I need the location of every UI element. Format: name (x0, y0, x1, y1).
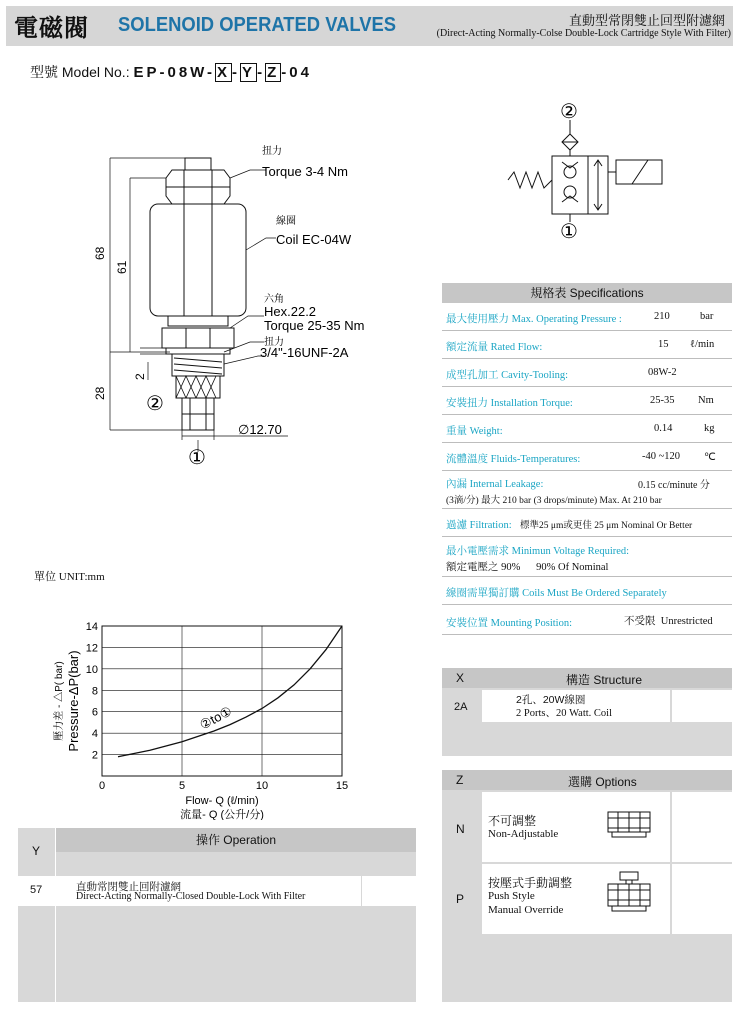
mounting-label: 安裝位置 Mounting Position: (446, 618, 573, 629)
structure-title: 構造 Structure (566, 673, 643, 687)
valve-drawing (80, 140, 420, 470)
model-prefix: EP-08W- (133, 64, 216, 81)
x-tick-label: 0 (98, 780, 106, 792)
spec-row-min-voltage (442, 537, 732, 577)
y-tick-label: 12 (85, 642, 98, 655)
spec-row (442, 415, 732, 443)
spec-value: 15 (658, 339, 669, 350)
non-adjustable-icon (604, 806, 654, 840)
option-code-p: P (456, 892, 465, 906)
coils-note: 線圈需單獨訂購 Coils Must Be Ordered Separately (446, 588, 667, 599)
spec-unit: ℃ (704, 452, 716, 463)
options-title: 選購 Options (568, 775, 637, 789)
structure-row-en: 2 Ports、20 Watt. Coil (516, 708, 612, 719)
plot-frame (102, 626, 342, 776)
spec-row-filtration (442, 509, 732, 537)
spec-table (442, 283, 732, 635)
model-z: Z (267, 64, 280, 81)
spec-value: -40 ~120 (642, 451, 681, 462)
spec-label: 重量 Weight: (446, 426, 503, 437)
structure-table (442, 668, 732, 756)
symbol-port1: ① (560, 221, 578, 240)
structure-row (482, 690, 670, 722)
option-code-n: N (456, 822, 465, 836)
subtitle-cn: 直動型常閉雙止回型附濾網 (568, 13, 725, 28)
spec-value: 08W-2 (648, 367, 677, 378)
leakage-value: 0.15 cc/minute 分 (638, 480, 710, 491)
y-axis-label: Pressure-ΔP(bar) (66, 650, 81, 752)
op-row (56, 876, 361, 906)
diameter-label: ∅12.70 (238, 422, 282, 437)
x-axis-label-cn: 流量- Q (公升/分) (180, 809, 264, 820)
spec-unit: ℓ/min (690, 339, 715, 350)
spec-row (442, 303, 732, 331)
model-suffix: -04 (281, 64, 312, 81)
op-row-cn: 直動常閉雙止回附濾網 (76, 881, 181, 893)
dim-2: 2 (133, 373, 147, 380)
series-line (118, 626, 342, 757)
hydraulic-symbol (500, 98, 680, 240)
options-z-header: Z (456, 773, 464, 787)
model-dash: - (257, 64, 266, 81)
port2-label: ② (146, 393, 164, 415)
option-p-en2: Manual Override (488, 904, 564, 916)
torque-cn-label: 扭力 (262, 146, 282, 157)
series-annotation: ②to① (197, 703, 235, 733)
coil-cn-label: 線圈 (276, 216, 296, 227)
leakage-line2: (3滴/分) 最大 210 bar (3 drops/minute) Max. At 210 bar (446, 496, 662, 506)
dim-61: 61 (115, 260, 129, 274)
structure-row-code: 2A (454, 701, 468, 713)
mounting-value: 不受限 Unrestricted (624, 616, 713, 627)
spec-row (442, 331, 732, 359)
option-n-en: Non-Adjustable (488, 828, 559, 840)
model-y: Y (242, 64, 256, 81)
min-voltage-value: 額定電壓之 90% 90% Of Nominal (446, 562, 609, 573)
op-title: 操作 Operation (56, 828, 416, 852)
filtration-label: 過濾 Filtration: (446, 520, 512, 531)
model-x: X (217, 64, 231, 81)
option-row-n (482, 792, 670, 862)
spec-row (442, 387, 732, 415)
spec-unit: Nm (698, 395, 714, 406)
coil-body (150, 204, 246, 316)
options-table (442, 770, 732, 1002)
y-tick-label: 2 (91, 749, 98, 762)
unit-label: 單位 UNIT:mm (34, 571, 105, 583)
top-knob (185, 158, 211, 170)
filtration-value: 標準25 μm或更佳 25 μm Nominal Or Better (520, 521, 693, 531)
spec-row (442, 359, 732, 387)
coil-label: Coil EC-04W (276, 232, 352, 247)
option-n-cn: 不可調整 (488, 814, 537, 828)
port1-label: ① (188, 447, 206, 469)
structure-row-cn: 2孔、20W線圈 (516, 694, 586, 706)
title-cn: 電磁閥 (14, 15, 89, 42)
symbol-port2: ② (560, 101, 578, 123)
filter-mesh (176, 376, 220, 398)
spec-row-leakage (442, 471, 732, 509)
dim-28: 28 (93, 386, 107, 400)
operation-table (18, 828, 416, 1002)
y-tick-label: 8 (91, 685, 98, 698)
spec-unit: kg (704, 423, 715, 434)
spec-value: 25-35 (650, 395, 675, 406)
solenoid-symbol (616, 160, 662, 184)
spec-value: 210 (654, 311, 670, 322)
op-col-y (18, 828, 56, 1002)
spec-value: 0.14 (654, 423, 673, 434)
torque2-cn-label: 扭力 (264, 337, 284, 348)
y-tick-label: 4 (91, 728, 98, 741)
hex-cn-label: 六角 (264, 294, 284, 305)
dim-68: 68 (93, 246, 107, 260)
op-row-code: 57 (30, 884, 43, 896)
y-tick-label: 10 (85, 663, 98, 676)
x-tick-label: 10 (255, 780, 269, 792)
spec-label: 成型孔加工 Cavity-Tooling: (446, 370, 569, 381)
subtitle-en: (Direct-Acting Normally-Colse Double-Lock Cartridge Style With Filter) (436, 28, 731, 39)
torque2-label: Torque 25-35 Nm (264, 318, 365, 333)
spec-label: 安裝扭力 Installation Torque: (446, 398, 573, 409)
hex-label: Hex.22.2 (264, 304, 317, 319)
title-en: SOLENOID OPERATED VALVES (118, 14, 397, 36)
model-number (30, 62, 312, 82)
spec-row-mounting (442, 605, 732, 635)
spec-label: 流體溫度 Fluids-Temperatures: (446, 454, 581, 465)
min-voltage-label: 最小電壓需求 Minimun Voltage Required: (446, 546, 630, 557)
y-tick-label: 6 (91, 706, 98, 719)
option-p-cn: 按壓式手動調整 (488, 876, 573, 890)
option-p-en: Push Style (488, 890, 535, 902)
x-axis-label: Flow- Q (ℓ/min) (185, 795, 259, 807)
op-row-en: Direct-Acting Normally-Closed Double-Lock With Filter (76, 891, 306, 902)
flow-pressure-chart (40, 610, 370, 820)
op-y-header: Y (32, 844, 41, 858)
spec-label: 最大使用壓力 Max. Operating Pressure : (446, 314, 622, 325)
spec-row (442, 443, 732, 471)
y-tick-label: 14 (85, 621, 98, 633)
spec-unit: bar (700, 311, 714, 322)
valve-envelope (552, 156, 588, 214)
spec-label: 額定流量 Rated Flow: (446, 342, 543, 353)
model-label: 型號 Model No.: (30, 64, 130, 80)
spec-title: 規格表 Specifications (442, 283, 732, 303)
torque-label: Torque 3-4 Nm (262, 164, 348, 179)
spring-symbol (508, 172, 552, 188)
y-axis-label-cn: 壓力差 - △P( bar) (54, 661, 65, 741)
spec-row-coils (442, 577, 732, 605)
hex-nut (162, 328, 234, 348)
x-tick-label: 15 (335, 780, 349, 792)
push-override-icon (604, 870, 654, 916)
leakage-label: 內漏 Internal Leakage: (446, 479, 544, 490)
x-tick-label: 5 (178, 780, 186, 792)
thread-label: 3/4"-16UNF-2A (260, 345, 349, 360)
option-row-p (482, 864, 670, 934)
spec-rows (442, 303, 732, 635)
structure-x-header: X (456, 671, 465, 685)
model-dash: - (232, 64, 241, 81)
